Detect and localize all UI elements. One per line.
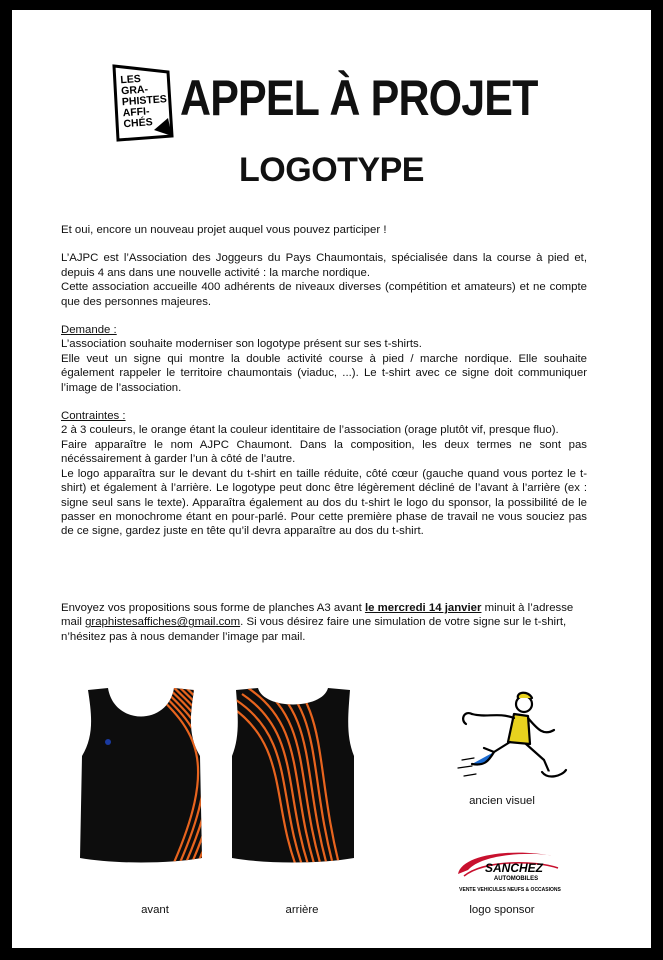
demande-heading: Demande : — [61, 324, 117, 337]
logo-line: CHÉS — [123, 116, 154, 131]
deadline-text: le mercredi 14 janvier — [364, 602, 482, 614]
logo-line: AFFI- — [122, 105, 150, 120]
submission-instructions — [61, 601, 587, 644]
footer-text: minuit à l’adresse mail — [61, 602, 574, 629]
contraintes-heading: Contraintes : — [61, 410, 126, 423]
logo-line: PHISTES — [121, 93, 168, 109]
contraintes-text: Faire apparaître le nom AJPC Chaumont. Dans la composition, les deux termes ne sont pas nécéssairement à garder l’un à côté de l’autre. — [61, 438, 587, 466]
runner-illustration — [454, 690, 574, 790]
logo-line: GRA- — [120, 83, 149, 98]
poster-page — [12, 10, 651, 948]
page-title: APPEL À PROJET — [180, 70, 538, 126]
email-link[interactable]: graphistesaffiches@gmail.com — [85, 616, 241, 629]
footer-text: Envoyez vos propositions sous forme de planches A3 avant — [61, 602, 365, 614]
contraintes-text: 2 à 3 couleurs, le orange étant la couleur identitaire de l’association (orage plutôt vif, presque fluo). — [61, 424, 559, 437]
jersey-back-image — [230, 686, 356, 866]
sponsor-caption: logo sponsor — [469, 904, 535, 916]
graphistes-affiches-logo — [110, 62, 176, 142]
jersey-front-image — [78, 686, 204, 866]
demande-text: L’association souhaite moderniser son logotype présent sur ses t-shirts. — [61, 338, 422, 351]
association-text: Cette association accueille 400 adhérents de niveaux diverses (compétition et amateurs) et ne compte que des personnes majeures. — [61, 281, 587, 308]
back-caption: arrière — [285, 904, 319, 916]
front-caption: avant — [141, 904, 169, 916]
association-text: L’AJPC est l’Association des Joggeurs du Pays Chaumontais, spécialisée dans la course à pied et, depuis 4 ans dans une nouvelle activité : la marche nordique. — [61, 252, 587, 279]
footer-text: . Si vous désirez faire une simulation de votre signe sur le t-shirt, n’hésitez pas à nous demander l’image par mail. — [61, 616, 567, 643]
intro-text: Et oui, encore un nouveau projet auquel vous pouvez participer ! — [61, 224, 387, 236]
old-visual-caption: ancien visuel — [469, 795, 535, 807]
contraintes-text: Le logo apparaîtra sur le devant du t-shirt en taille réduite, côté cœur (gauche quand vous portez le t-shirt) et également à l’arrière. Le logotype peut donc être légèrement décliné de l’avant à l’arrière (ex : signe seul sans le texte). Apparaîtra également au dos du t-shirt le logo du sponsor, la possibilité de le passer en monochrome étant en pour-parlé. Pour cette première phase de travail ne vous souciez pas de ce signe, gardez juste en tête qu’il devra apparaître au dos du t-shirt. — [61, 467, 587, 538]
demande-text: Elle veut un signe qui montre la double activité course à pied / marche nordique. Elle souhaite également rappeler le territoire chaumontais (viaduc, ...). Le t-shirt avec ce signe doit communiquer l’image de l’association. — [61, 352, 587, 394]
sponsor-sub: AUTOMOBILES — [493, 876, 539, 882]
sponsor-tagline: VENTE VEHICULES NEUFS & OCCASIONS — [459, 887, 561, 893]
page-subtitle: LOGOTYPE — [239, 151, 424, 189]
brief-body — [61, 223, 587, 539]
sponsor-logo — [454, 848, 566, 894]
logo-line: LES — [120, 72, 142, 87]
sponsor-name: SANCHEZ — [484, 861, 544, 875]
